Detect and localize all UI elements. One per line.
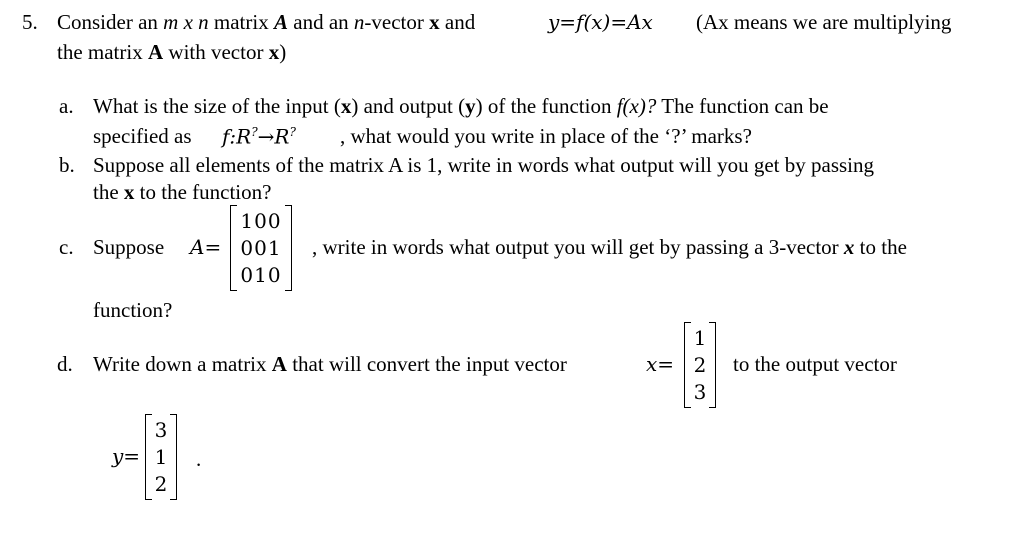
text: Write down a matrix xyxy=(93,352,272,376)
question-line-2 xyxy=(57,42,286,63)
function-fx: f(x)? xyxy=(616,94,657,118)
item-d-post: to the output vector xyxy=(733,352,897,376)
item-label-b: b. xyxy=(59,153,75,177)
vector-entry: 2 xyxy=(154,472,168,496)
vector-entry: 3 xyxy=(693,380,707,404)
question-line-1 xyxy=(57,12,475,33)
text: ) of the function xyxy=(475,94,617,118)
equation-note: (Ax means we are multiplying xyxy=(696,10,952,34)
item-b-line-1: Suppose all elements of the matrix A is 1, write in words what output will you get by passing xyxy=(93,153,874,177)
text: with vector xyxy=(163,40,269,64)
var-x: x xyxy=(429,10,440,34)
var-x: x xyxy=(268,40,280,64)
output-vector xyxy=(145,414,177,500)
equation: y=f(x)=Ax xyxy=(548,10,653,34)
vector-entry: 1 xyxy=(693,326,707,350)
var-A: A xyxy=(147,40,164,64)
var-m: m xyxy=(163,10,179,34)
text: The function can be xyxy=(656,94,829,118)
item-c-line-2: function? xyxy=(93,298,173,322)
text: and xyxy=(439,10,476,34)
var-n: n xyxy=(353,10,365,34)
math-text: →R xyxy=(257,124,290,149)
text: ) xyxy=(279,40,287,64)
matrix-row: 100 xyxy=(240,209,282,233)
text: to the function? xyxy=(134,180,272,204)
text: ) and output ( xyxy=(351,94,466,118)
question-number: 5. xyxy=(22,10,38,34)
item-a-line-2-pre: specified as xyxy=(93,124,192,148)
matrix-row: 001 xyxy=(240,236,282,260)
superscript: ? xyxy=(289,125,296,139)
var-n: n xyxy=(198,10,209,34)
text: What is the size of the input ( xyxy=(93,94,341,118)
var-x: x xyxy=(843,235,855,259)
text: -vector xyxy=(364,10,430,34)
text: the matrix xyxy=(57,40,148,64)
text: that will convert the input vector xyxy=(286,352,567,376)
item-a-line-2-post: , what would you write in place of the ‘?’ marks? xyxy=(340,124,752,148)
vector-entry: 3 xyxy=(154,418,168,442)
times-x: x xyxy=(183,10,193,34)
matrix-row: 010 xyxy=(240,263,282,287)
matrix-lhs: A= xyxy=(190,235,222,259)
var-A: A xyxy=(273,10,288,34)
text: to the xyxy=(854,235,907,259)
item-c-pre: Suppose xyxy=(93,235,165,259)
period: . xyxy=(196,447,202,471)
text: Consider an xyxy=(57,10,164,34)
item-a-line-1 xyxy=(93,96,829,117)
text: and an xyxy=(288,10,354,34)
item-b-line-2 xyxy=(93,182,271,203)
var-y: y xyxy=(465,94,476,118)
math-text: f:R xyxy=(222,124,252,149)
input-vector-lhs: x= xyxy=(646,352,675,376)
matrix-A xyxy=(230,205,292,291)
text: , write in words what output you will get by passing a 3-vector xyxy=(312,235,844,259)
item-c-post xyxy=(312,237,907,258)
text: matrix xyxy=(208,10,274,34)
vector-entry: 2 xyxy=(693,353,707,377)
text: the xyxy=(93,180,124,204)
var-x: x xyxy=(340,94,352,118)
output-vector-lhs: y= xyxy=(112,444,141,468)
item-label-c: c. xyxy=(59,235,74,259)
function-signature xyxy=(222,126,296,147)
item-label-a: a. xyxy=(59,94,74,118)
item-label-d: d. xyxy=(57,352,73,376)
superscript: ? xyxy=(251,125,258,139)
var-A: A xyxy=(271,352,287,376)
item-d-line xyxy=(93,354,567,375)
input-vector xyxy=(684,322,716,408)
vector-entry: 1 xyxy=(154,445,168,469)
var-x: x xyxy=(123,180,135,204)
